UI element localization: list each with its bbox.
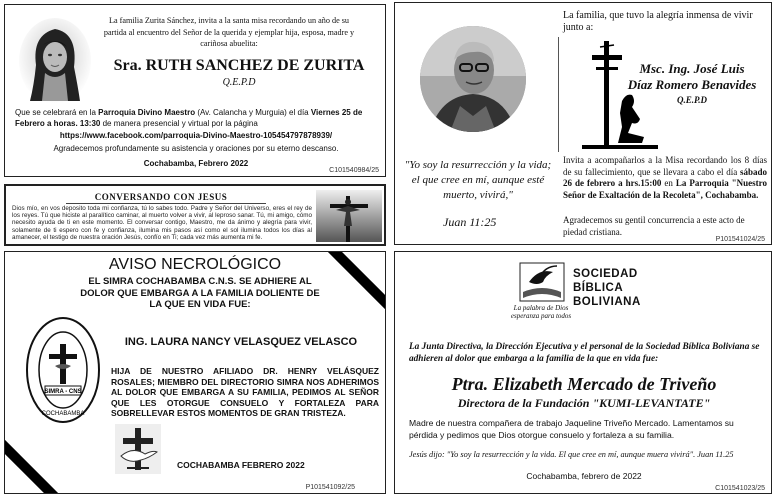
city-date: COCHABAMBA FEBRERO 2022 — [177, 460, 305, 470]
city-date: Cochabamba, febrero de 2022 — [526, 471, 642, 481]
bible-society-logo-icon — [519, 262, 565, 302]
sociedad-biblica-notice — [394, 251, 772, 494]
conversando-con-jesus — [4, 184, 386, 246]
deceased-name: Ptra. Elizabeth Mercado de Triveño — [451, 374, 717, 394]
scripture-verse: Juan 11:25 — [443, 215, 497, 229]
thanks-text: Agradecemos su gentil concurrencia a este acto de piedad cristiana. — [563, 215, 745, 237]
body-post: de manera presencial y virtual por la página — [100, 119, 258, 128]
body-pre: Que se celebrará en la — [15, 108, 99, 117]
qepd-label: Q.E.P.D — [222, 77, 256, 88]
mourning-ribbon-bottom-left — [4, 426, 68, 494]
ad-code: C101540984/25 — [329, 167, 379, 174]
deceased-name-line2: Díaz Romero Benavides — [627, 77, 757, 92]
facebook-link[interactable]: https://www.facebook.com/parroquia-Divino-Maestro-105454797878939/ — [59, 131, 333, 140]
intro-text: La familia Zurita Sánchez, invita a la santa misa recordando un año de su partida al encuentro del Señor de la querida y ejemplar hija, esposa, madre y cariñosa abuelita: — [103, 16, 355, 48]
separator-line — [558, 37, 559, 152]
body-pre: Invita a acompañarlos a la Misa recordando los 8 días de su fallecimiento, que se llevara a cabo el día — [563, 155, 767, 177]
section-title: CONVERSANDO CON JESUS — [94, 192, 228, 202]
seal-bottom-text: COCHABAMBA — [41, 411, 85, 417]
body-date: Viernes 25 de Febrero a horas. 13:30 — [15, 108, 363, 128]
jesus-cross-icon — [316, 190, 382, 242]
ad-code: P101541092/25 — [305, 484, 355, 491]
org-name-line2: BÍBLICA — [573, 282, 624, 294]
lead-text: EL SIMRA COCHABAMBA C.N.S. SE ADHIERE AL DOLOR QUE EMBARGA A LA FAMILIA DOLIENTE DE LA QUE EN VIDA FUE: — [80, 276, 320, 310]
portrait-photo — [18, 15, 92, 103]
mass-details — [15, 107, 377, 129]
deceased-name: Sra. RUTH SANCHEZ DE ZURITA — [113, 57, 365, 74]
ad-code: C101541023/25 — [715, 485, 765, 492]
tagline-line1: La palabra de Dios — [513, 304, 569, 312]
body-place: La Parroquia "Nuestro Señor de Exaltación de la Recoleta", Cochabamba. — [563, 178, 768, 200]
simra-seal-logo — [25, 316, 101, 424]
title-rule — [66, 203, 266, 204]
notice-title: AVISO NECROLÓGICO — [108, 256, 282, 273]
prayer-text: Dios mío, en vos deposito toda mi confianza, tú lo sabes todo. Padre y Señor del Universo, eres el rey de los reyes. Tú que hiciste al paralítico caminar, al muerto volver a vivir, al leproso sanar. Tú, mi amigo, cómo necesito ayuda de ti en este momento. El conversar contigo, Maestro, me da ánimo y alegría para vivir, solamente de ti espero con fe y confianza, ilumina mis pasos así como el sol ilumina todos los días al amanecer, el testigo de nuestra oración Jesús, confío en Ti; cada vez más aumenta mi fe. — [12, 205, 312, 241]
seal-inner-text: SIMRA - CNS — [44, 389, 82, 395]
body-mid: en — [661, 178, 676, 188]
scripture-quote: "Yo soy la resurrección y la vida; el que cree en mí, aunque esté muerto, vivirá," — [404, 159, 552, 201]
portrait-photo — [420, 26, 526, 132]
mourning-ribbon-top-right — [316, 251, 386, 317]
body-place: Parroquia Divino Maestro — [98, 108, 196, 117]
dove-cross-icon — [115, 424, 161, 474]
thanks-text: Agradecemos profundamente su asistencia y oraciones por su eterno descanso. — [53, 144, 339, 153]
ad-code: P101541024/25 — [715, 236, 765, 243]
tagline-line2: esperanza para todos — [510, 312, 572, 320]
deceased-name: ING. LAURA NANCY VELASQUEZ VELASCO — [124, 336, 358, 348]
tagline — [503, 304, 579, 320]
qepd-label: Q.E.P.D — [676, 95, 708, 105]
obituary-jose-luis-diaz — [394, 2, 772, 245]
body-date: sábado 26 de febrero a hrs.15:00 — [563, 166, 767, 188]
org-name-line3: BOLIVIANA — [573, 296, 641, 308]
deceased-role: Directora de la Fundación "KUMI-LEVANTATE" — [457, 396, 711, 410]
city-date: Cochabamba, Febrero 2022 — [143, 159, 249, 168]
mass-details — [563, 155, 767, 201]
scripture-quote: Jesús dijo: "Yo soy la resurrección y la vida. El que cree en mí, aunque muera vivirá". Juan 11.25 — [409, 450, 734, 459]
lead-text: La Junta Directiva, la Dirección Ejecutiva y el personal de la Sociedad Bíblica Boliviana se adhieren al dolor que embarga a la familia de la que en vida fue: — [409, 342, 760, 364]
org-name-line1: SOCIEDAD — [573, 268, 638, 280]
deceased-name-line1: Msc. Ing. José Luis — [639, 61, 745, 76]
body-text: HIJA DE NUESTRO AFILIADO DR. HENRY VELÁSQUEZ ROSALES; MIEMBRO DEL DIRECTORIO SIMRA NOS ADHERIMOS AL DOLOR QUE EMBARGA A SU FAMILIA, PEDIMOS AL SEÑOR QUE LES OTORGUE CONSUELO Y FORTALEZA PARA SOBRELLEVAR ESTOS MOMENTOS DE GRAN TRISTEZA. — [111, 366, 379, 418]
obituary-ruth-sanchez — [4, 4, 386, 177]
body-mid: (Av. Calancha y Murguia) el día — [195, 108, 311, 117]
body-text: Madre de nuestra compañera de trabajo Jaqueline Triveño Mercado. Lamentamos su pérdida y pedimos que Dios otorgue consuelo y fortaleza a su familia. — [409, 418, 734, 440]
intro-text: La familia, que tuvo la alegría inmensa de vivir junto a: — [563, 10, 753, 33]
aviso-necrologico-simra — [4, 251, 386, 494]
